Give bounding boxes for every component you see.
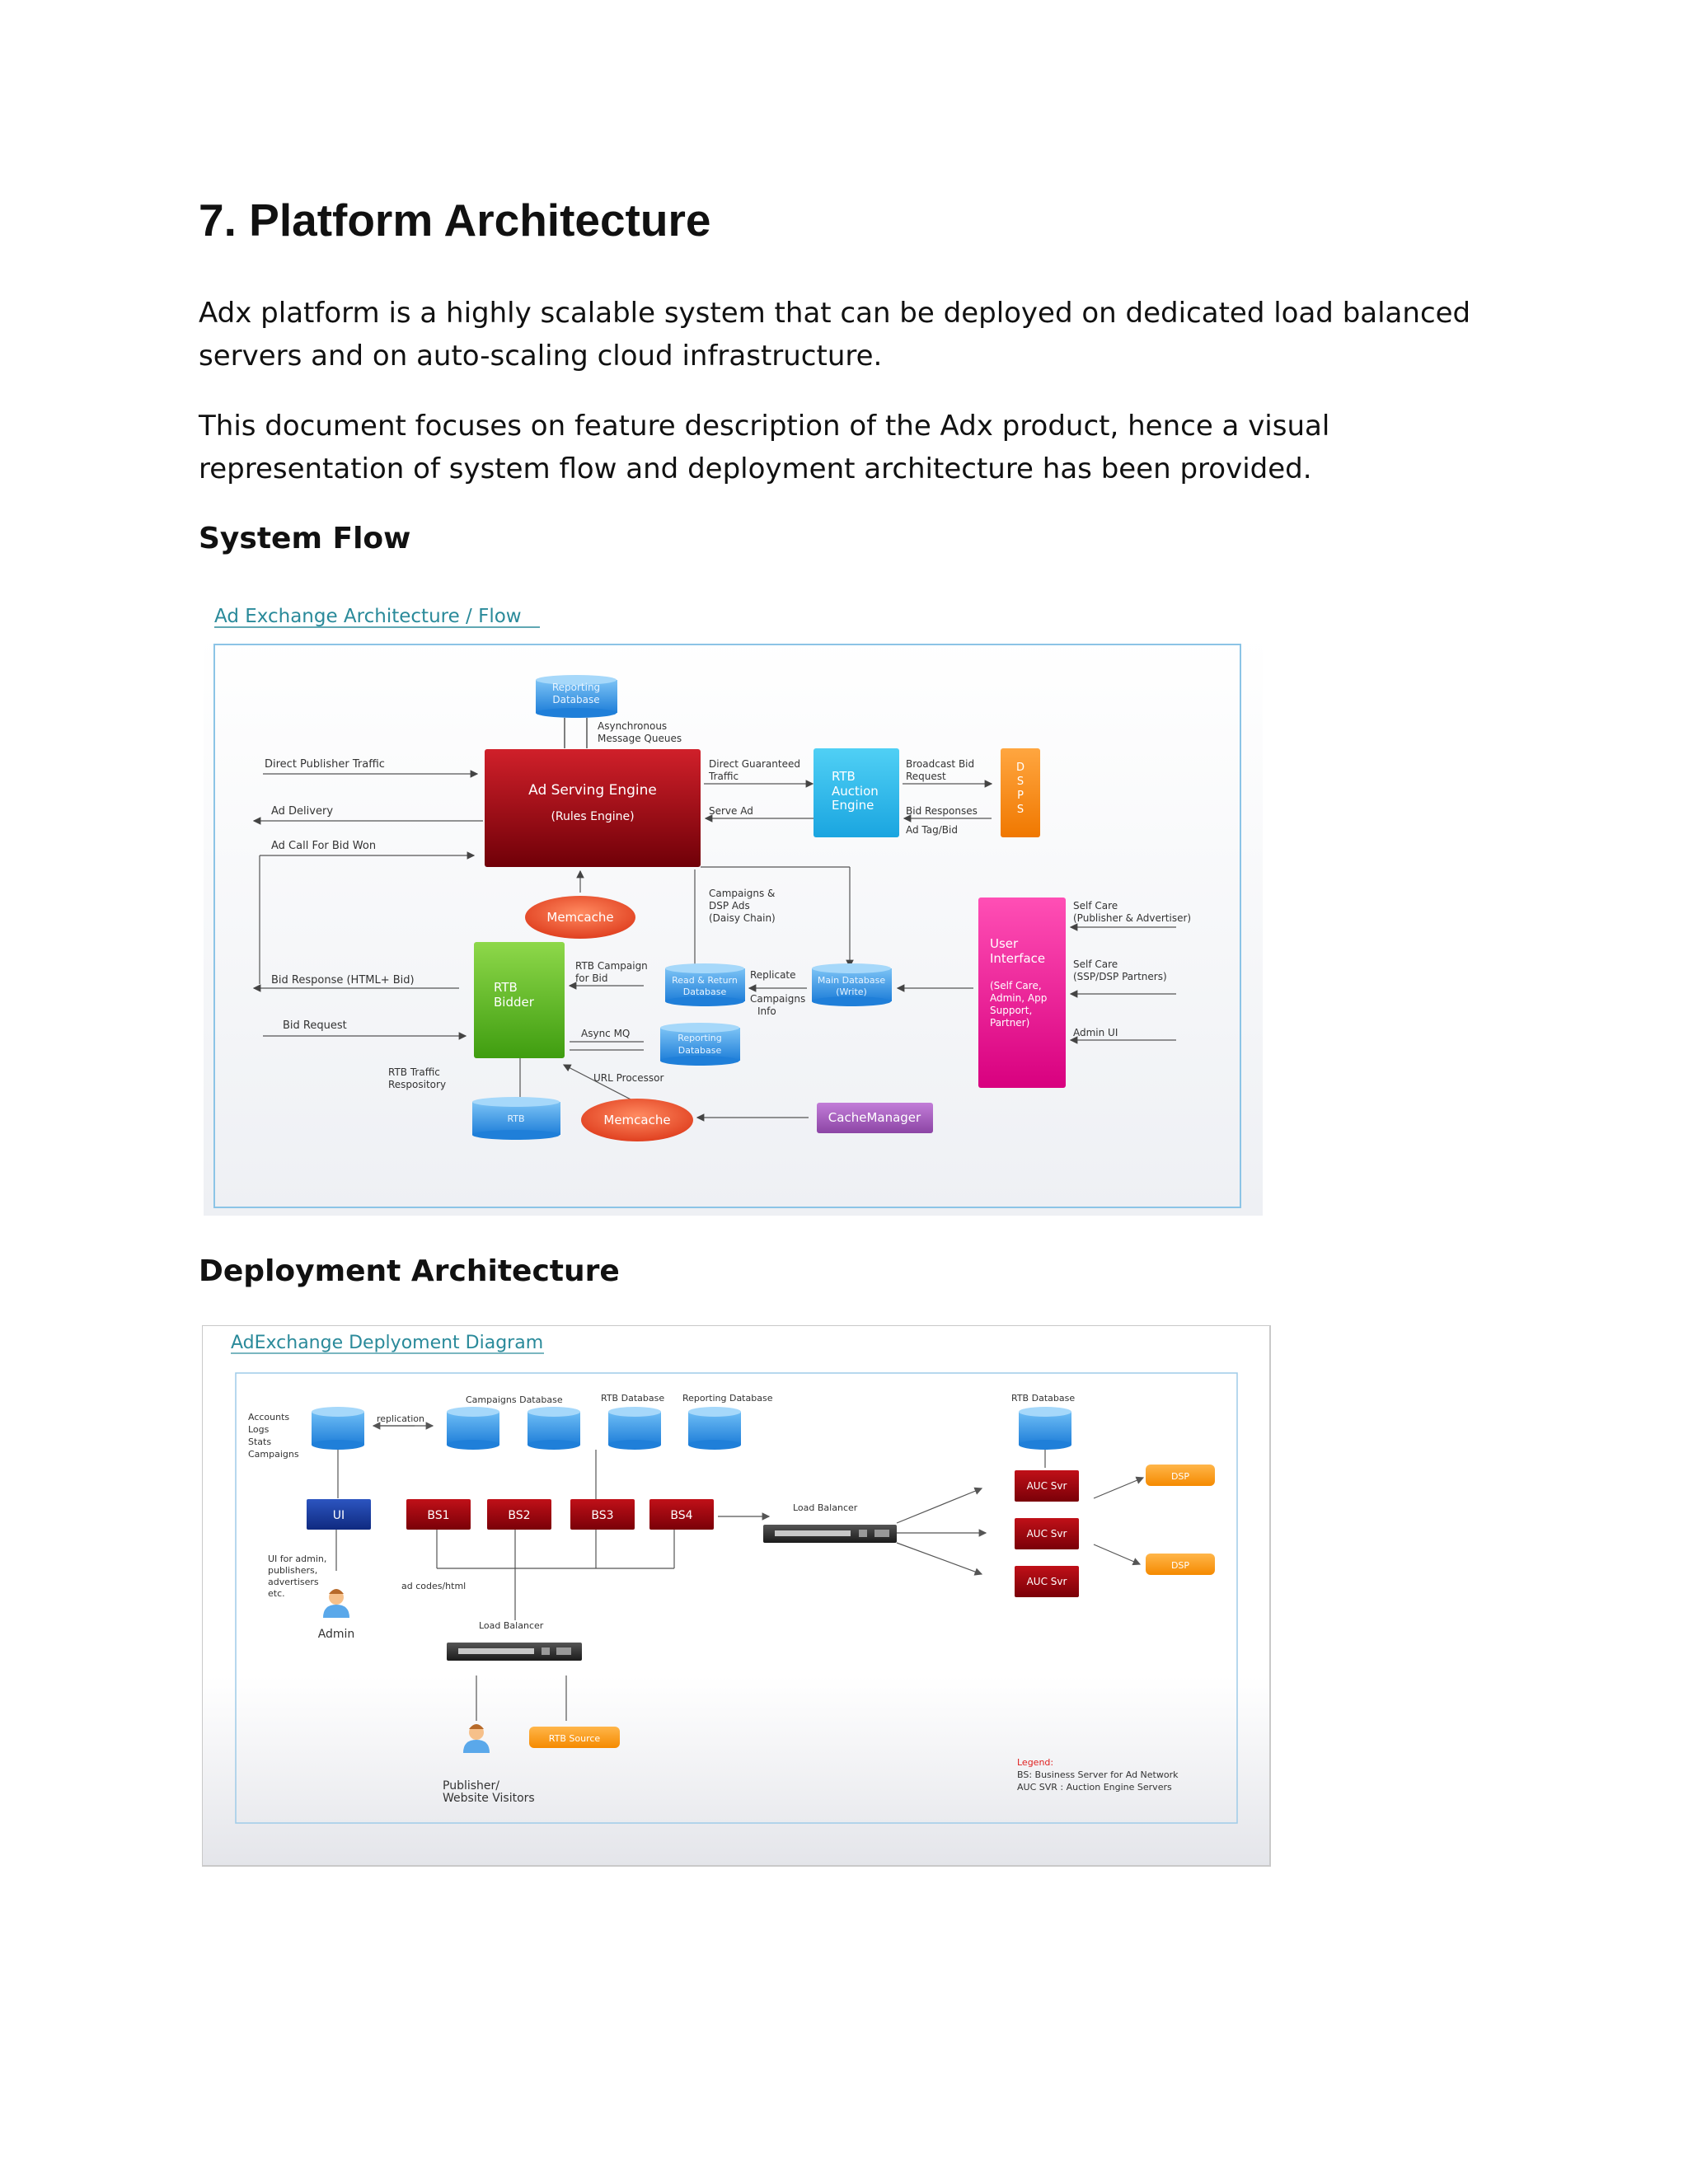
label-campaigns-dsp-ads: Campaigns & bbox=[709, 888, 776, 899]
svg-text:Info: Info bbox=[757, 1005, 776, 1017]
svg-text:AUC Svr: AUC Svr bbox=[1026, 1528, 1067, 1540]
label-self-care-ssp-dsp: Self Care bbox=[1073, 958, 1118, 970]
svg-text:BS2: BS2 bbox=[508, 1509, 531, 1522]
deployment-diagram bbox=[202, 1325, 1273, 1868]
label-campaigns-info: Campaigns bbox=[750, 993, 806, 1005]
svg-text:BS1: BS1 bbox=[427, 1509, 450, 1522]
svg-text:S: S bbox=[1016, 804, 1025, 816]
svg-text:Stats: Stats bbox=[248, 1436, 272, 1447]
svg-text:CacheManager: CacheManager bbox=[828, 1110, 921, 1125]
rtb-db bbox=[608, 1407, 661, 1450]
svg-text:(Daisy Chain): (Daisy Chain) bbox=[709, 912, 776, 924]
svg-text:BS3: BS3 bbox=[591, 1509, 614, 1522]
svg-text:User: User bbox=[990, 936, 1019, 951]
label-url-processor: URL Processor bbox=[593, 1072, 664, 1084]
accounts-db bbox=[312, 1407, 364, 1450]
label-rtb-traffic-repository: RTB Traffic bbox=[388, 1066, 440, 1078]
label-load-balancer-top: Load Balancer bbox=[793, 1502, 858, 1513]
svg-text:UI: UI bbox=[332, 1509, 345, 1522]
label-serve-ad: Serve Ad bbox=[709, 805, 753, 817]
memcache-bottom bbox=[581, 1099, 693, 1141]
deployment-figure bbox=[202, 1325, 1273, 1871]
svg-text:(Self Care,: (Self Care, bbox=[990, 980, 1042, 991]
svg-text:Engine: Engine bbox=[832, 798, 874, 813]
svg-text:Accounts: Accounts bbox=[248, 1412, 290, 1422]
cache-manager bbox=[817, 1103, 933, 1133]
svg-text:Interface: Interface bbox=[990, 951, 1046, 966]
load-balancer-bottom-device bbox=[447, 1643, 582, 1661]
svg-text:Admin, App: Admin, App bbox=[990, 992, 1048, 1004]
label-bid-response-html: Bid Response (HTML+ Bid) bbox=[271, 974, 415, 987]
page-heading: 7. Platform Architecture bbox=[199, 194, 711, 246]
svg-text:RTB: RTB bbox=[507, 1113, 525, 1124]
flow-title: Ad Exchange Architecture / Flow bbox=[214, 606, 522, 627]
campaigns-db-2 bbox=[528, 1407, 580, 1450]
svg-text:RTB Source: RTB Source bbox=[548, 1733, 601, 1744]
svg-text:Support,: Support, bbox=[990, 1005, 1033, 1016]
svg-text:UI for admin,: UI for admin, bbox=[268, 1554, 327, 1564]
label-ad-call-for-bid-won: Ad Call For Bid Won bbox=[271, 840, 377, 852]
svg-text:RTB: RTB bbox=[832, 769, 856, 784]
svg-text:Database: Database bbox=[678, 1045, 722, 1056]
svg-text:(SSP/DSP Partners): (SSP/DSP Partners) bbox=[1073, 971, 1167, 982]
label-bid-responses: Bid Responses bbox=[906, 805, 978, 817]
label-rtb-database-right: RTB Database bbox=[1011, 1393, 1076, 1404]
svg-text:Respository: Respository bbox=[388, 1079, 447, 1090]
user-interface-box bbox=[978, 898, 1066, 1088]
svg-text:BS4: BS4 bbox=[670, 1509, 693, 1522]
svg-text:AUC SVR : Auction Engine Serve: AUC SVR : Auction Engine Servers bbox=[1017, 1782, 1172, 1793]
svg-text:BS: Business Server for Ad Net: BS: Business Server for Ad Network bbox=[1017, 1769, 1179, 1780]
system-flow-figure bbox=[199, 598, 1270, 1223]
svg-text:advertisers: advertisers bbox=[268, 1577, 319, 1587]
svg-text:(Write): (Write) bbox=[836, 987, 867, 997]
label-async-mq: Async MQ bbox=[581, 1028, 631, 1039]
svg-text:AUC Svr: AUC Svr bbox=[1026, 1576, 1067, 1587]
label-ad-tag-bid: Ad Tag/Bid bbox=[906, 824, 958, 836]
rtb-source bbox=[529, 1727, 620, 1748]
svg-text:Reporting: Reporting bbox=[678, 1033, 722, 1043]
svg-text:Ad Serving Engine: Ad Serving Engine bbox=[528, 782, 657, 799]
svg-text:Memcache: Memcache bbox=[546, 910, 614, 925]
svg-text:Campaigns: Campaigns bbox=[248, 1449, 299, 1460]
svg-text:Read & Return: Read & Return bbox=[672, 975, 738, 986]
auc-svr-1 bbox=[1015, 1470, 1079, 1502]
svg-text:for Bid: for Bid bbox=[575, 972, 608, 984]
svg-text:etc.: etc. bbox=[268, 1588, 285, 1599]
rtb-db-right bbox=[1019, 1407, 1071, 1450]
ui-box bbox=[307, 1499, 371, 1530]
dsp-2 bbox=[1146, 1554, 1215, 1575]
reporting-database-top bbox=[536, 675, 617, 718]
svg-text:Bidder: Bidder bbox=[494, 995, 534, 1010]
svg-text:P: P bbox=[1017, 790, 1024, 802]
label-load-balancer-bottom: Load Balancer bbox=[479, 1620, 544, 1631]
label-reporting-database: Reporting Database bbox=[682, 1393, 773, 1404]
ad-serving-engine bbox=[485, 749, 701, 867]
label-rtb-database: RTB Database bbox=[601, 1393, 665, 1404]
svg-text:Logs: Logs bbox=[248, 1424, 270, 1435]
svg-text:Traffic: Traffic bbox=[709, 771, 739, 782]
section-heading-system-flow: System Flow bbox=[199, 522, 411, 555]
auc-svr-3 bbox=[1015, 1566, 1079, 1597]
intro-paragraph: Adx platform is a highly scalable system that can be deployed on dedicated load balanced servers and on auto-scaling cloud infrastructure. bbox=[199, 297, 1471, 373]
focus-paragraph: This document focuses on feature description of the Adx product, hence a visual representation of system flow and deployment architecture has been provided. bbox=[199, 410, 1330, 485]
svg-text:Message Queues: Message Queues bbox=[598, 733, 682, 744]
label-replicate: Replicate bbox=[750, 969, 796, 981]
label-self-care-pub-adv: Self Care bbox=[1073, 900, 1118, 912]
svg-text:Request: Request bbox=[906, 771, 946, 782]
bs1-box bbox=[406, 1499, 471, 1530]
svg-text:Memcache: Memcache bbox=[603, 1113, 671, 1127]
system-flow-diagram bbox=[199, 598, 1270, 1220]
label-replication: replication bbox=[377, 1413, 425, 1424]
campaigns-db-1 bbox=[447, 1407, 499, 1450]
label-rtb-campaign-for-bid: RTB Campaign bbox=[575, 960, 648, 972]
svg-text:D: D bbox=[1015, 762, 1025, 774]
svg-text:AUC Svr: AUC Svr bbox=[1026, 1480, 1067, 1492]
svg-text:Website Visitors: Website Visitors bbox=[443, 1792, 535, 1805]
memcache-top bbox=[525, 896, 635, 939]
section-heading-deployment: Deployment Architecture bbox=[199, 1254, 620, 1288]
dsp-1 bbox=[1146, 1465, 1215, 1486]
svg-text:publishers,: publishers, bbox=[268, 1565, 318, 1576]
svg-text:Database: Database bbox=[682, 987, 727, 997]
svg-text:DSP: DSP bbox=[1170, 1471, 1190, 1482]
rtb-bidder bbox=[474, 942, 565, 1058]
bs3-box bbox=[570, 1499, 635, 1530]
auc-svr-2 bbox=[1015, 1518, 1079, 1549]
rtb-auction-engine bbox=[814, 748, 899, 837]
bs4-box bbox=[649, 1499, 714, 1530]
svg-text:DSP: DSP bbox=[1170, 1560, 1190, 1571]
dsps-box bbox=[1001, 748, 1040, 837]
svg-text:Reporting: Reporting bbox=[551, 682, 601, 693]
deploy-title: AdExchange Deplyoment Diagram bbox=[231, 1333, 544, 1353]
main-database bbox=[812, 963, 892, 1006]
svg-text:S: S bbox=[1016, 776, 1025, 788]
label-direct-publisher-traffic: Direct Publisher Traffic bbox=[265, 758, 385, 771]
svg-text:RTB: RTB bbox=[494, 980, 518, 995]
svg-text:Auction: Auction bbox=[832, 784, 879, 799]
rtb-database bbox=[472, 1097, 560, 1140]
label-ad-codes-html: ad codes/html bbox=[401, 1581, 467, 1591]
svg-text:Asynchronous: Asynchronous bbox=[598, 720, 668, 732]
reporting-database-mid bbox=[660, 1023, 740, 1066]
read-return-database bbox=[665, 963, 745, 1006]
svg-text:(Rules Engine): (Rules Engine) bbox=[551, 810, 635, 823]
svg-text:Legend:: Legend: bbox=[1017, 1757, 1054, 1768]
label-campaigns-database: Campaigns Database bbox=[466, 1394, 563, 1405]
svg-text:Database: Database bbox=[552, 694, 600, 705]
reporting-db bbox=[688, 1407, 741, 1450]
label-admin: Admin bbox=[317, 1628, 355, 1641]
bs2-box bbox=[487, 1499, 551, 1530]
load-balancer-top-device bbox=[763, 1525, 897, 1543]
svg-text:Main Database: Main Database bbox=[817, 975, 886, 986]
label-direct-guaranteed-traffic: Direct Guaranteed bbox=[709, 758, 800, 770]
label-admin-ui: Admin UI bbox=[1073, 1027, 1118, 1038]
svg-text:DSP Ads: DSP Ads bbox=[709, 900, 750, 912]
label-ad-delivery: Ad Delivery bbox=[271, 805, 334, 818]
svg-text:Publisher/: Publisher/ bbox=[443, 1779, 499, 1793]
svg-text:Partner): Partner) bbox=[990, 1017, 1030, 1029]
label-bid-request: Bid Request bbox=[283, 1019, 347, 1032]
label-broadcast-bid-request: Broadcast Bid bbox=[906, 758, 975, 770]
svg-text:(Publisher & Advertiser): (Publisher & Advertiser) bbox=[1073, 912, 1192, 924]
